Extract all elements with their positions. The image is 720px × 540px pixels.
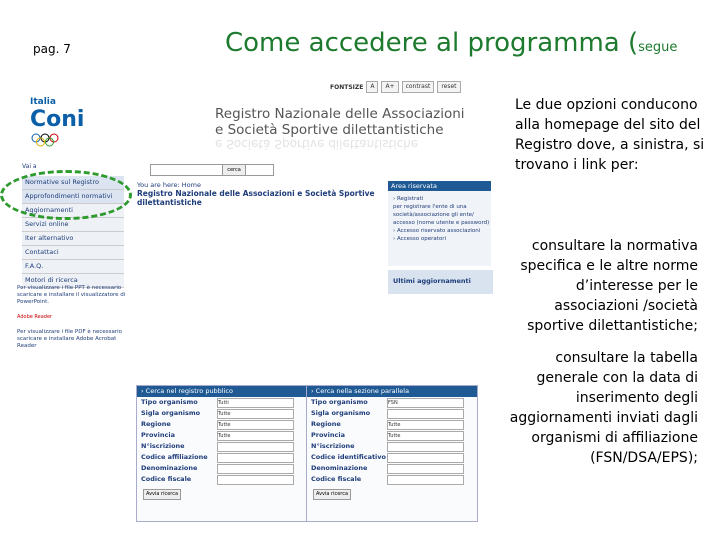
- denominazione-input[interactable]: [387, 464, 464, 474]
- form-row: Codice identificativo: [307, 452, 477, 463]
- operators-access-link[interactable]: › Accesso operatori: [393, 236, 447, 242]
- nav-item-approfondimenti[interactable]: Approfondimenti normativi: [22, 190, 124, 204]
- page-number: pag. 7: [33, 42, 71, 56]
- search-submit-button[interactable]: Avvia ricerca: [143, 489, 181, 500]
- site-header-title: [215, 106, 465, 138]
- pdf-reader-link[interactable]: Per visualizzare i file PDF è necessario scaricare e installare Adobe Acrobat Reader: [17, 329, 123, 349]
- form-row: Tipo organismo Tutti: [137, 397, 307, 408]
- form-row: N°iscrizione: [307, 441, 477, 452]
- codice-affiliazione-input[interactable]: [217, 453, 294, 463]
- codice-identificativo-input[interactable]: [387, 453, 464, 463]
- codice-fiscale-input[interactable]: [387, 475, 464, 485]
- left-help-links: [17, 285, 127, 350]
- nav-item-aggiornamenti[interactable]: Aggiornamenti: [22, 204, 124, 218]
- logo-italia-text: Italia: [30, 97, 56, 107]
- iscrizione-input[interactable]: [217, 442, 294, 452]
- intro-text: Le due opzioni conducono alla homepage del sito del Registro dove, a sinistra, si trovano i link per:: [515, 97, 705, 173]
- coni-logo[interactable]: [30, 97, 122, 151]
- tipo-organismo-select[interactable]: Tutti: [217, 398, 294, 408]
- nav-item-faq[interactable]: F.A.Q.: [22, 260, 124, 274]
- public-registry-search-panel: [136, 385, 308, 522]
- form-row: Denominazione: [307, 463, 477, 474]
- reserved-access-link[interactable]: › Accesso riservato associazioni: [393, 228, 481, 234]
- bullet-tabella: consultare la tabella generale con la data di inserimento degli aggiornamenti inviati dagli organismi di affiliazione (FSN/DSA/EPS);: [509, 350, 698, 466]
- logo-coni-text: Coni: [30, 107, 85, 132]
- nav-item-servizi[interactable]: Servizi online: [22, 218, 124, 232]
- sigla-organismo-select[interactable]: Tutte: [217, 409, 294, 419]
- panel2-title: › Cerca nella sezione parallela: [307, 386, 477, 397]
- breadcrumb: You are here: Home: [137, 181, 201, 189]
- registry-home-link[interactable]: Registro Nazionale delle Associazioni e Società Sportive dilettantistiche: [137, 189, 375, 207]
- highlight-oval: [0, 170, 132, 220]
- form-row: Codice fiscale: [137, 474, 307, 485]
- iscrizione-input[interactable]: [387, 442, 464, 452]
- form-row: Regione Tutte: [137, 419, 307, 430]
- form-row: Codice affiliazione: [137, 452, 307, 463]
- header-reflection: [215, 137, 418, 151]
- latest-updates-link[interactable]: Ultimi aggiornamenti: [388, 270, 493, 294]
- header-line-2: e Società Sportive dilettantistiche: [215, 122, 444, 138]
- search-label: Vai a: [22, 163, 37, 170]
- contrast-button[interactable]: contrast: [402, 81, 435, 93]
- nav-item-normative[interactable]: Normative sul Registro: [22, 176, 124, 190]
- provincia-select[interactable]: Tutte: [387, 431, 464, 441]
- form-row: Sigla organismo Tutte: [137, 408, 307, 419]
- reserved-area-header: Area riservata: [388, 181, 491, 191]
- parallel-section-search-panel: [306, 385, 478, 522]
- header-reflection-text: e Società Sportive dilettantistiche: [215, 137, 419, 151]
- search-button[interactable]: cerca: [222, 164, 246, 176]
- form-row: Tipo organismo FSN: [307, 397, 477, 408]
- search-submit-button[interactable]: Avvia ricerca: [313, 489, 351, 500]
- nav-item-motori[interactable]: Motori di ricerca: [22, 274, 124, 288]
- font-larger-button[interactable]: A+: [381, 81, 398, 93]
- form-row: Sigla organismo: [307, 408, 477, 419]
- form-row: Regione Tutte: [307, 419, 477, 430]
- form-row: Denominazione: [137, 463, 307, 474]
- tipo-organismo-select[interactable]: FSN: [387, 398, 464, 408]
- regione-select[interactable]: Tutte: [217, 420, 294, 430]
- title-suffix: segue: [638, 40, 678, 55]
- adobe-reader-logo[interactable]: Adobe Reader: [17, 314, 53, 320]
- nav-item-contattaci[interactable]: Contattaci: [22, 246, 124, 260]
- olympic-rings-icon: [30, 133, 70, 147]
- font-size-toolbar: [330, 80, 461, 94]
- form-row: N°iscrizione: [137, 441, 307, 452]
- reserved-area-panel: [388, 191, 491, 266]
- title-main: Come accedere al programma (: [225, 28, 639, 58]
- panel1-title: › Cerca nel registro pubblico: [137, 386, 307, 397]
- regione-select[interactable]: Tutte: [387, 420, 464, 430]
- header-line-1: Registro Nazionale delle Associazioni: [215, 106, 465, 122]
- denominazione-input[interactable]: [217, 464, 294, 474]
- form-row: Codice fiscale: [307, 474, 477, 485]
- reset-button[interactable]: reset: [437, 81, 460, 93]
- slide-title: [225, 28, 677, 58]
- font-normal-button[interactable]: A: [366, 81, 378, 93]
- nav-item-iter[interactable]: Iter alternativo: [22, 232, 124, 246]
- bullet-normativa: consultare la normativa specifica e le altre norme d’interesse per le associazioni /società sportive dilettantistiche;: [520, 238, 698, 334]
- form-row: Provincia Tutte: [137, 430, 307, 441]
- provincia-select[interactable]: Tutte: [217, 431, 294, 441]
- fontsize-label: FONTSIZE: [330, 83, 364, 91]
- sigla-organismo-select[interactable]: [387, 409, 464, 419]
- search-input[interactable]: [150, 164, 274, 176]
- register-note: per registrare l'ente di una società/associazione gli ente/ accesso (nome utente e password): [393, 204, 490, 226]
- ppt-viewer-link[interactable]: Per visualizzare i file PPT è necessario scaricare e installare il visualizzatore di PowerPoint.: [17, 285, 126, 305]
- codice-fiscale-input[interactable]: [217, 475, 294, 485]
- form-row: Provincia Tutte: [307, 430, 477, 441]
- register-link[interactable]: › Registrati: [393, 196, 424, 202]
